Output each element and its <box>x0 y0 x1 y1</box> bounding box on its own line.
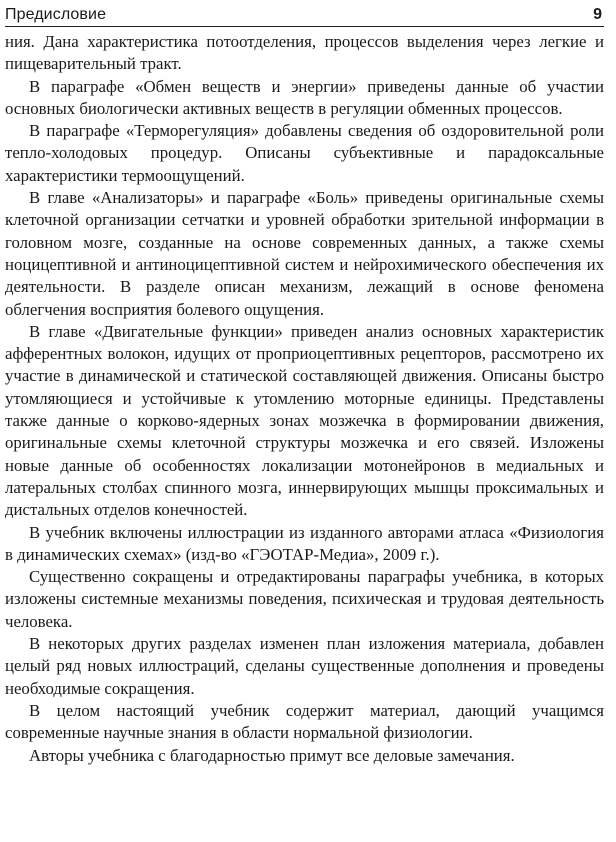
page-number: 9 <box>593 6 602 23</box>
paragraph-reductions: Существенно сокращены и отредактированы параграфы учебника, в которых изложены системные механизмы поведения, психическая и трудовая деятельность человека. <box>5 567 604 631</box>
paragraph-thermoregulation: В параграфе «Терморегуляция» добавлены сведения об оздоровительной роли тепло-холодовых процедур. Описаны субъективные и парадоксальные характеристики термоощущений. <box>5 121 604 185</box>
paragraph-other-sections: В некоторых других разделах изменен план изложения материала, добавлен целый ряд новых иллюстраций, сделаны существенные дополнения и проведены необходимые сокращения. <box>5 634 604 698</box>
paragraph-summary: В целом настоящий учебник содержит материал, дающий учащимся современные научные знания в области нормальной физиологии. <box>5 700 604 743</box>
body-text <box>5 31 604 767</box>
paragraph-metabolism: В параграфе «Обмен веществ и энергии» приведены данные об участии основных биологически активных веществ в регуляции обменных процессов. <box>5 76 604 118</box>
paragraph-analyzers: В главе «Анализаторы» и параграфе «Боль» приведены оригинальные схемы клеточной организации сетчатки и уровней обработки зрительной информации в головном мозге, созданные на основе современных данных, а также схемы ноцицептивной и антиноцицептивной систем и нейрохимического обеспечения их деятельности. В разделе описан механизм, лежащий в основе феномена облегчения восприятия болевого ощущения. <box>5 188 604 319</box>
paragraph-motor-functions: В главе «Двигательные функции» приведен анализ основных характеристик афферентных волокон, идущих от проприоцептивных рецепторов, рассмотрено их участие в динамической и статической составляющей движения. Описаны быстро утомляющиеся и устойчивые к утомлению моторные единицы. Представлены также данные о корково-ядерных зонах мозжечка в формировании движения, оригинальные схемы клеточной структуры мозжечка и его связей. Изложены новые данные об особенностях локализации мотонейронов в медиальных и латеральных столбах спинного мозга, иннервирующих мышцы проксимальных и дистальных отделов конечностей. <box>5 321 604 520</box>
paragraph-illustrations: В учебник включены иллюстрации из изданного авторами атласа «Физиология в динамических схемах» (изд-во «ГЭОТАР-Медиа», 2009 г.). <box>5 522 604 564</box>
paragraph-authors: Авторы учебника с благодарностью примут все деловые замечания. <box>29 745 515 765</box>
paragraph-continuation: ния. Дана характеристика потоотделения, процессов выделения через легкие и пищеварительный тракт. <box>5 32 604 74</box>
running-title: Предисловие <box>5 6 107 23</box>
running-head <box>5 0 604 27</box>
